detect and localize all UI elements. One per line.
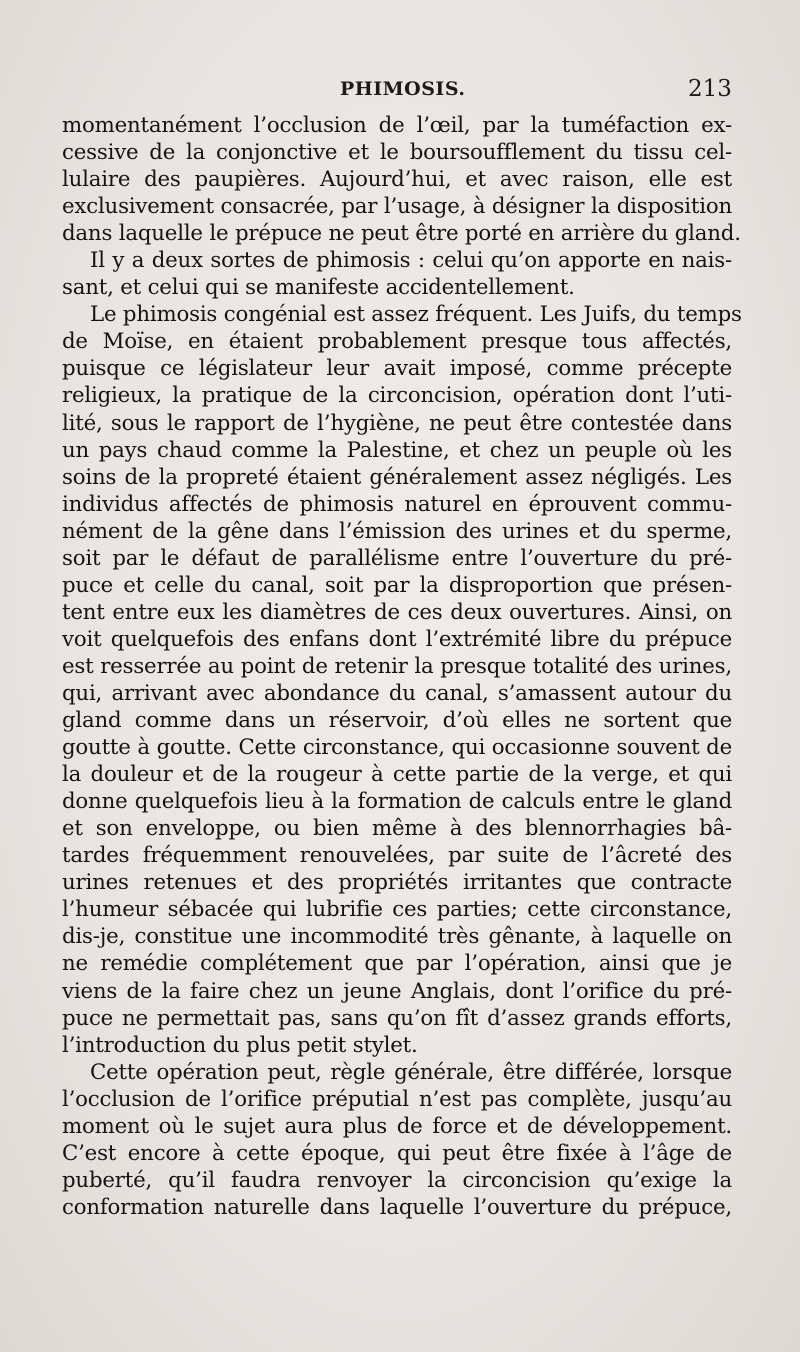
text-line: lité, sous le rapport de l’hygiène, ne peut être contestée dans bbox=[62, 410, 732, 436]
text-line: la douleur et de la rougeur à cette partie de la verge, et qui bbox=[62, 762, 732, 788]
text-line: nément de la gêne dans l’émission des urines et du sperme, bbox=[62, 518, 732, 544]
text-line: de Moïse, en étaient probablement presque tous affectés, bbox=[62, 329, 732, 355]
text-line: Cette opération peut, règle générale, être différée, lorsque bbox=[90, 1059, 732, 1085]
text-line: l’occlusion de l’orifice préputial n’est pas complète, jusqu’au bbox=[62, 1086, 732, 1112]
text-line: donne quelquefois lieu à la formation de calculs entre le gland bbox=[62, 789, 732, 815]
text-line: Il y a deux sortes de phimosis : celui qu’on apporte en nais- bbox=[90, 248, 732, 274]
running-head bbox=[0, 78, 800, 108]
text-line: moment où le sujet aura plus de force et de développement. bbox=[62, 1113, 732, 1139]
text-line: puce ne permettait pas, sans qu’on fît d’assez grands efforts, bbox=[62, 1005, 732, 1031]
text-line: sant, et celui qui se manifeste accidentellement. bbox=[62, 275, 575, 301]
text-line: et son enveloppe, ou bien même à des blennorrhagies bâ- bbox=[62, 816, 732, 842]
text-line: lulaire des paupières. Aujourd’hui, et avec raison, elle est bbox=[62, 167, 732, 193]
text-line: ne remédie complétement que par l’opération, ainsi que je bbox=[62, 951, 732, 977]
text-line: l’introduction du plus petit stylet. bbox=[62, 1032, 418, 1058]
text-line: C’est encore à cette époque, qui peut être fixée à l’âge de bbox=[62, 1140, 732, 1166]
text-line: puisque ce législateur leur avait imposé, comme précepte bbox=[62, 356, 732, 382]
text-line: Le phimosis congénial est assez fréquent. Les Juifs, du temps bbox=[90, 302, 742, 328]
text-line: puberté, qu’il faudra renvoyer la circoncision qu’exige la bbox=[62, 1167, 732, 1193]
text-line: voit quelquefois des enfans dont l’extrémité libre du prépuce bbox=[62, 626, 732, 652]
text-line: individus affectés de phimosis naturel en éprouvent commu- bbox=[62, 491, 732, 517]
text-line: soit par le défaut de parallélisme entre l’ouverture du pré- bbox=[62, 545, 732, 571]
text-line: conformation naturelle dans laquelle l’ouverture du prépuce, bbox=[62, 1194, 732, 1220]
text-line: puce et celle du canal, soit par la disproportion que présen- bbox=[62, 572, 732, 598]
page-number: 213 bbox=[688, 76, 732, 102]
text-line: soins de la propreté étaient généralement assez négligés. Les bbox=[62, 464, 732, 490]
text-line: gland comme dans un réservoir, d’où elles ne sortent que bbox=[62, 708, 732, 734]
text-line: goutte à goutte. Cette circonstance, qui occasionne souvent de bbox=[62, 735, 732, 761]
text-line: viens de la faire chez un jeune Anglais, dont l’orifice du pré- bbox=[62, 978, 732, 1004]
text-line: l’humeur sébacée qui lubrifie ces parties; cette circonstance, bbox=[62, 897, 732, 923]
text-line: dans laquelle le prépuce ne peut être porté en arrière du gland. bbox=[62, 221, 741, 247]
text-line: tent entre eux les diamètres de ces deux ouvertures. Ainsi, on bbox=[62, 599, 732, 625]
chapter-title: PHIMOSIS. bbox=[340, 78, 466, 100]
body-text bbox=[62, 112, 742, 1221]
text-line: religieux, la pratique de la circoncision, opération dont l’uti- bbox=[62, 383, 732, 409]
text-line: est resserrée au point de retenir la presque totalité des urines, bbox=[62, 653, 732, 679]
text-line: tardes fréquemment renouvelées, par suite de l’âcreté des bbox=[62, 843, 732, 869]
text-line: exclusivement consacrée, par l’usage, à désigner la disposition bbox=[62, 194, 732, 220]
text-line: urines retenues et des propriétés irritantes que contracte bbox=[62, 870, 732, 896]
text-line: cessive de la conjonctive et le boursoufflement du tissu cel- bbox=[62, 140, 732, 166]
text-line: momentanément l’occlusion de l’œil, par la tuméfaction ex- bbox=[62, 113, 732, 138]
text-line: dis-je, constitue une incommodité très gênante, à laquelle on bbox=[62, 924, 732, 950]
text-line: un pays chaud comme la Palestine, et chez un peuple où les bbox=[62, 437, 732, 463]
text-line: qui, arrivant avec abondance du canal, s’amassent autour du bbox=[62, 680, 732, 706]
